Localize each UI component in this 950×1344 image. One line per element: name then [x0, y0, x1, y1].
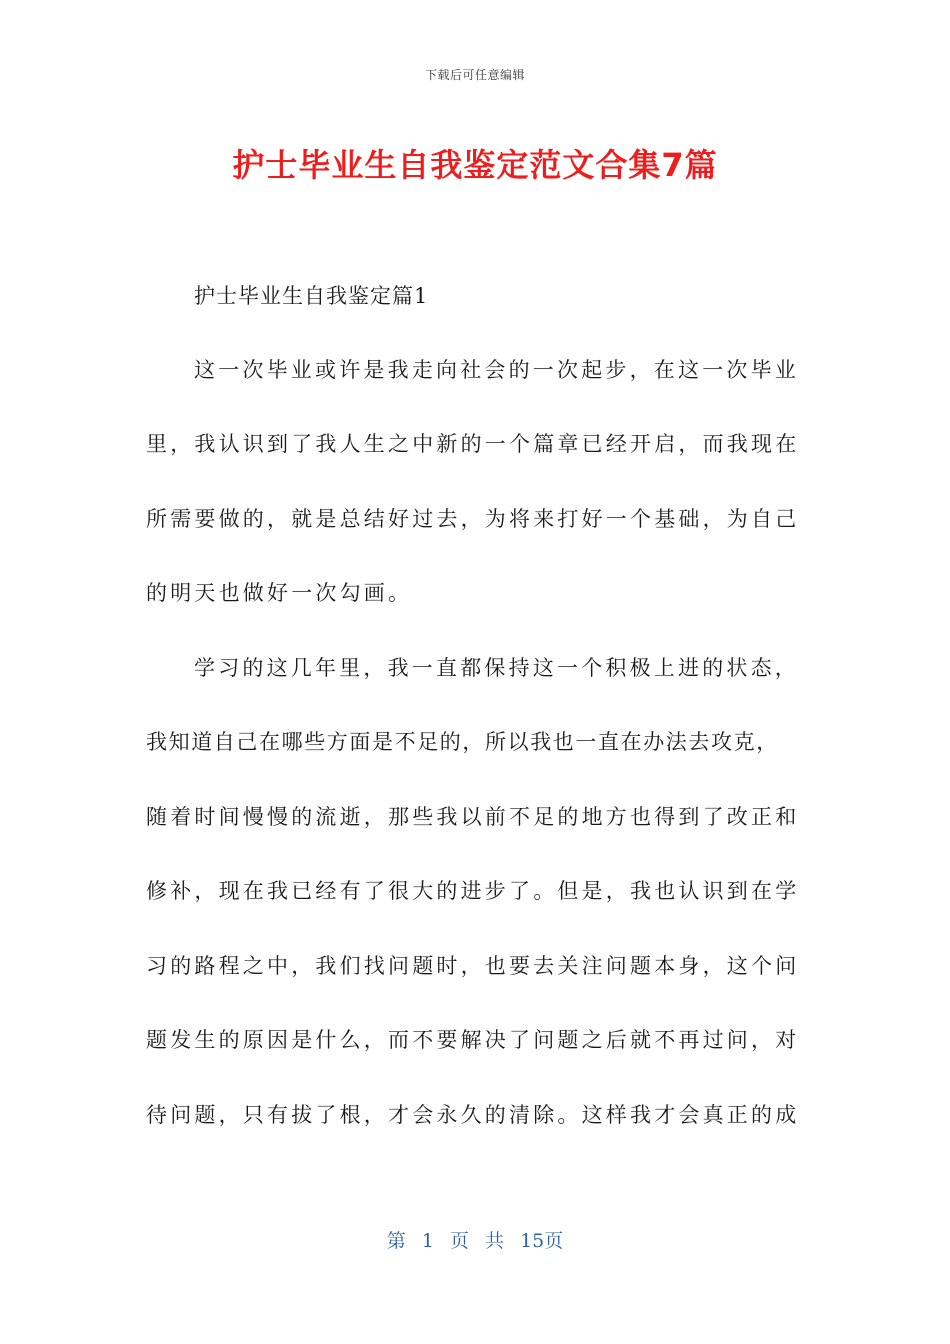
paragraph-1-line-4: 的明天也做好一次勾画。 [146, 581, 413, 605]
paragraph-2-line-5: 习的路程之中，我们找问题时，也要去关注问题本身，这个问 [146, 954, 800, 978]
footer-current-page: 1 [421, 1230, 434, 1252]
paragraph-1-line-3: 所需要做的，就是总结好过去，为将来打好一个基础，为自己 [146, 507, 800, 531]
document-title: 护士毕业生自我鉴定范文合集7篇 [232, 146, 718, 184]
paragraph-1-line-1: 这一次毕业或许是我走向社会的一次起步，在这一次毕业 [194, 358, 799, 382]
paragraph-2-line-2: 我知道自己在哪些方面是不足的，所以我也一直在办法去攻克， [146, 730, 779, 754]
paragraph-2-line-4: 修补，现在我已经有了很大的进步了。但是，我也认识到在学 [146, 879, 800, 903]
footer-label-gong: 共 [485, 1230, 505, 1252]
section-heading: 护士毕业生自我鉴定篇1 [194, 284, 429, 308]
paragraph-2-line-1: 学习的这几年里，我一直都保持这一个积极上进的状态， [194, 656, 799, 680]
footer-label-di: 第 [386, 1230, 406, 1252]
footer-label-ye: 页 [449, 1230, 469, 1252]
paragraph-2-line-7: 待问题，只有拔了根，才会永久的清除。这样我才会真正的成 [146, 1103, 800, 1127]
paragraph-2-line-6: 题发生的原因是什么，而不要解决了问题之后就不再过问，对 [146, 1028, 800, 1052]
header-note: 下载后可任意编辑 [424, 68, 525, 82]
footer-total-pages: 15页 [520, 1230, 564, 1252]
paragraph-2-line-3: 随着时间慢慢的流逝，那些我以前不足的地方也得到了改正和 [146, 805, 800, 829]
page-footer [0, 1226, 950, 1253]
paragraph-1-line-2: 里，我认识到了我人生之中新的一个篇章已经开启，而我现在 [146, 432, 800, 456]
